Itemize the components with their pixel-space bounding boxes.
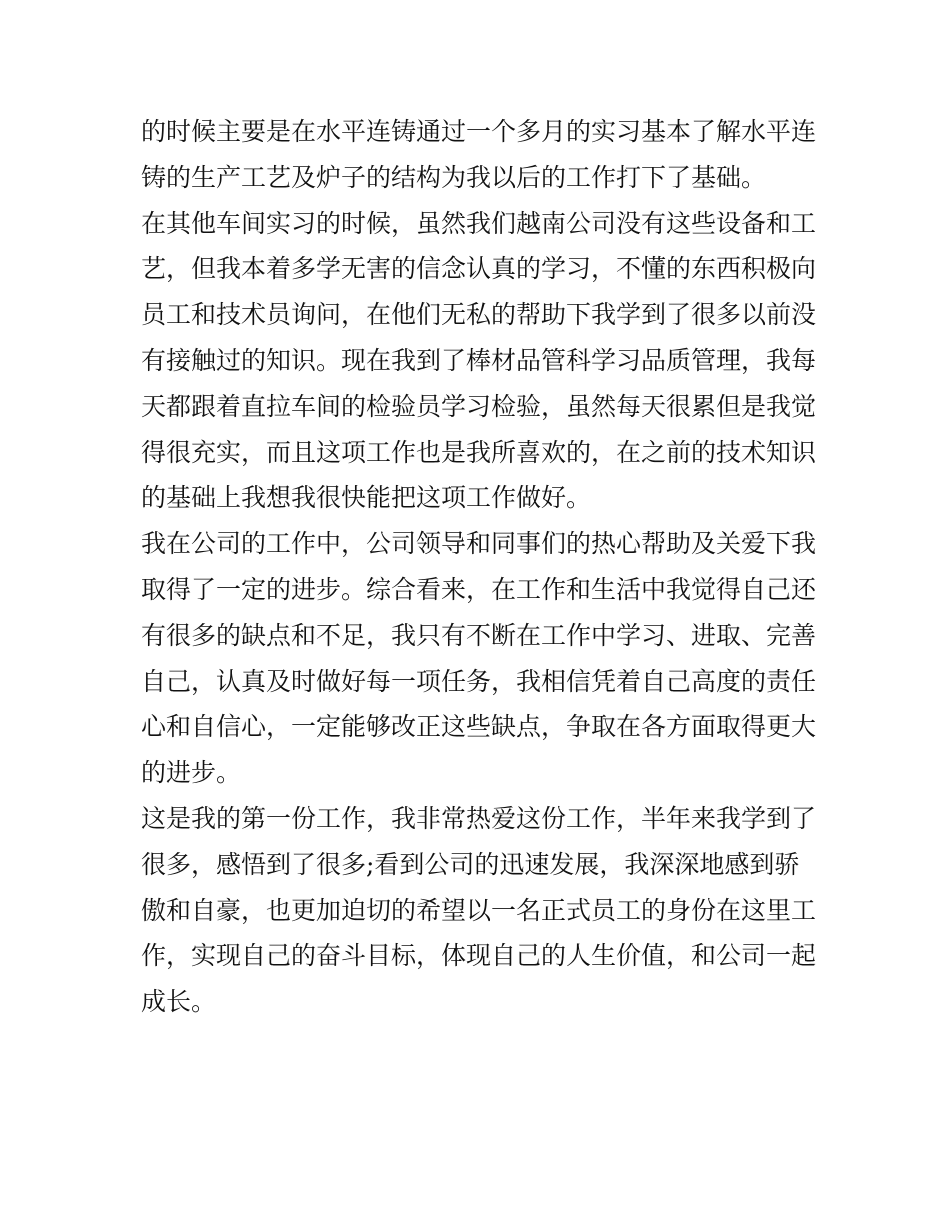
text-line: 的时候主要是在水平连铸通过一个多月的实习基本了解水平连: [141, 117, 817, 146]
text-line: 得很充实，而且这项工作也是我所喜欢的，在之前的技术知识: [141, 437, 817, 467]
text-line: 自己，认真及时做好每一项任务，我相信凭着自己高度的责任: [141, 666, 817, 696]
text-line: 心和自信心，一定能够改正这些缺点，争取在各方面取得更大: [141, 712, 817, 742]
text-line: 有很多的缺点和不足，我只有不断在工作中学习、进取、完善: [141, 620, 817, 650]
text-line: 取得了一定的进步。综合看来，在工作和生活中我觉得自己还: [141, 574, 817, 604]
text-line: 天都跟着直拉车间的检验员学习检验，虽然每天很累但是我觉: [141, 391, 817, 421]
text-line: 艺，但我本着多学无害的信念认真的学习，不懂的东西积极向: [141, 254, 817, 284]
text-line: 这是我的第一份工作，我非常热爱这份工作，半年来我学到了: [141, 803, 817, 833]
text-line: 作，实现自己的奋斗目标，体现自己的人生价值，和公司一起: [141, 941, 817, 971]
text-line: 铸的生产工艺及炉子的结构为我以后的工作打下了基础。: [141, 162, 767, 192]
text-line: 我在公司的工作中，公司领导和同事们的热心帮助及关爱下我: [141, 529, 817, 559]
text-line: 傲和自豪，也更加迫切的希望以一名正式员工的身份在这里工: [141, 895, 817, 925]
text-line: 很多，感悟到了很多;看到公司的迅速发展，我深深地感到骄: [141, 849, 800, 879]
text-line: 在其他车间实习的时候，虽然我们越南公司没有这些设备和工: [141, 208, 817, 238]
document-body: [141, 109, 821, 1025]
text-line: 员工和技术员询问，在他们无私的帮助下我学到了很多以前没: [141, 300, 817, 330]
text-line: 成长。: [141, 987, 217, 1017]
text-line: 的进步。: [141, 758, 242, 788]
text-line: 有接触过的知识。现在我到了棒材品管科学习品质管理，我每: [141, 345, 817, 375]
text-line: 的基础上我想我很快能把这项工作做好。: [141, 483, 592, 513]
